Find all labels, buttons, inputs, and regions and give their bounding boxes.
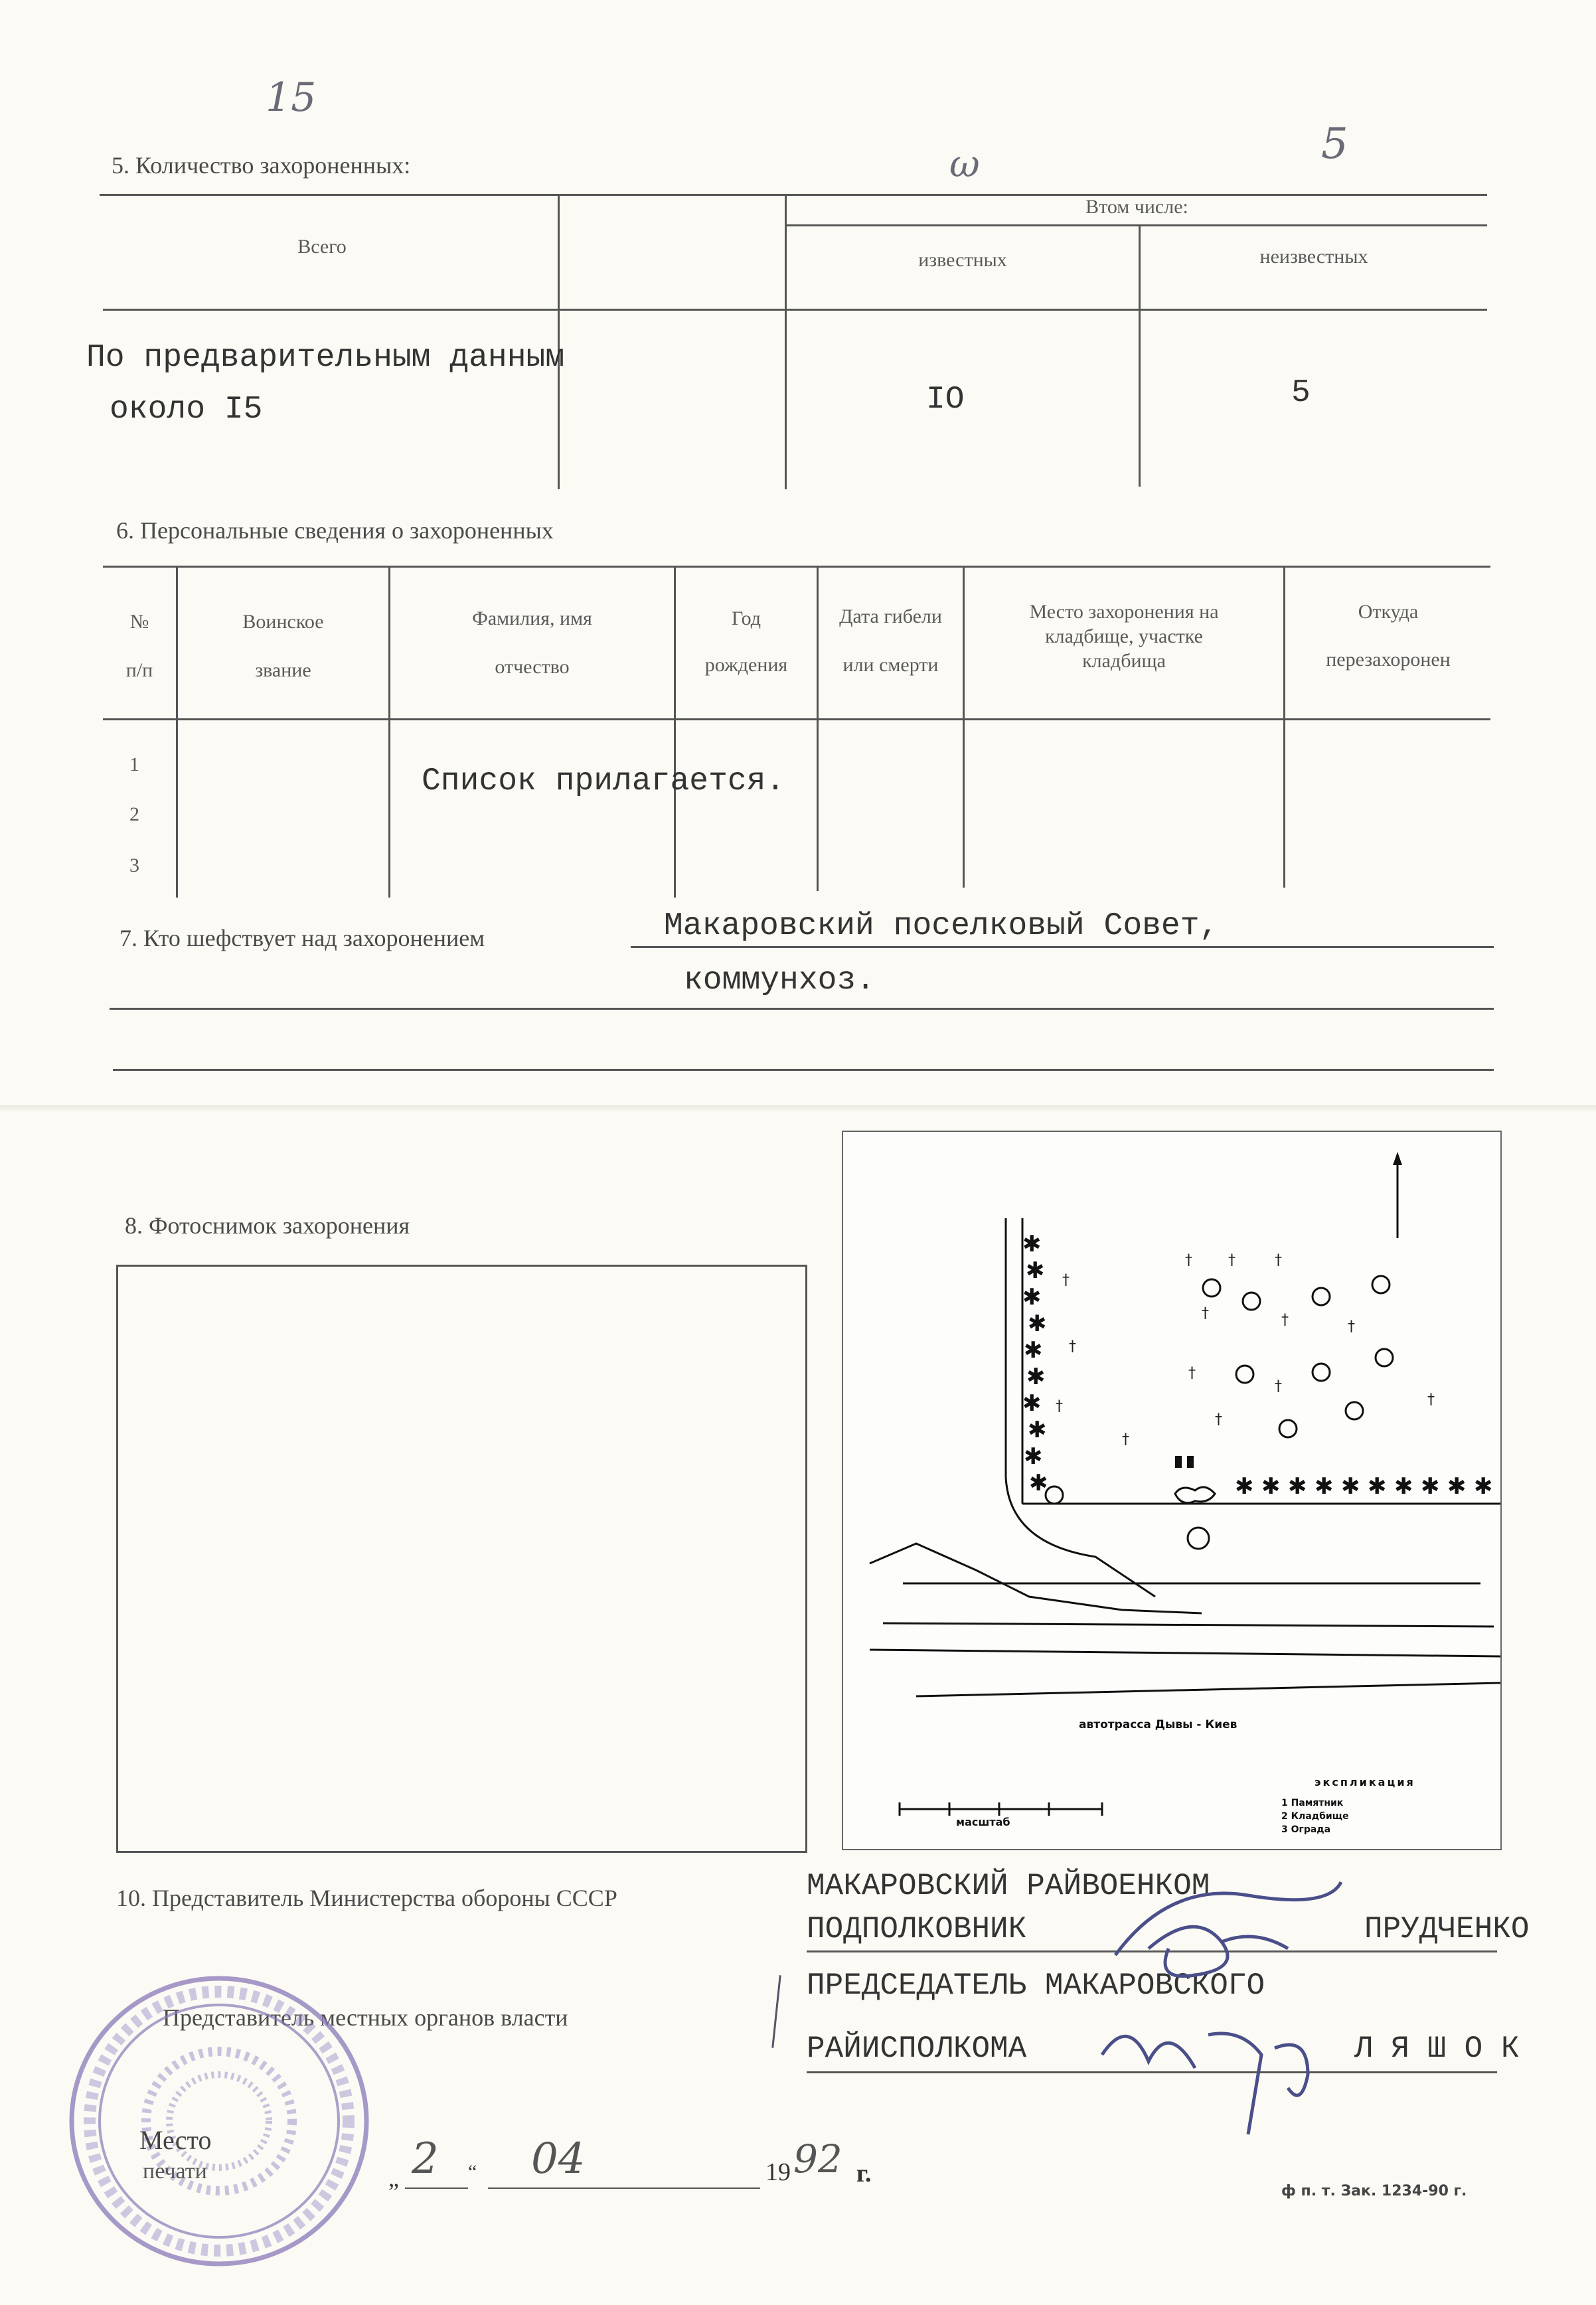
handwritten-note-15: 15 (266, 74, 317, 121)
military-signature (1115, 1882, 1341, 1976)
hdr-place-b: кладбище, участке (1045, 625, 1203, 647)
military-officer-name: ПРУДЧЕНКО (1364, 1912, 1530, 1947)
scale-label: масштаб (956, 1816, 1010, 1828)
row-number: 2 (129, 803, 139, 825)
legend-item: 3 Ограда (1281, 1824, 1331, 1835)
date-month: 04 (531, 2134, 586, 2184)
hdr-num-a: № (129, 611, 149, 633)
section7-title: 7. Кто шефствует над захоронением (120, 925, 485, 951)
svg-text:✱: ✱ (1029, 1470, 1048, 1496)
svg-text:†: † (1056, 1398, 1063, 1415)
north-arrow-icon (1393, 1152, 1402, 1165)
hdr-death-b: или смерти (842, 654, 939, 676)
cross-marks (1056, 1252, 1435, 1448)
svg-text:†: † (1427, 1391, 1435, 1408)
col-known-header: известных (918, 249, 1007, 271)
svg-text:†: † (1062, 1272, 1070, 1289)
col-including-header: Втом числе: (1085, 196, 1188, 218)
date-day: 2 (412, 2134, 439, 2184)
stamp-icon (63, 1968, 375, 2274)
hdr-place-a: Место захоронения на (1029, 601, 1219, 623)
date-year-prefix: 19 (765, 2158, 791, 2186)
svg-text:†: † (1281, 1312, 1289, 1328)
monument-icon (1175, 1456, 1182, 1468)
local-chairman-name: Л Я Ш О К (1354, 2031, 1520, 2066)
svg-text:✱: ✱ (1368, 1473, 1387, 1500)
tree-row-icons (1022, 1231, 1493, 1500)
svg-text:✱: ✱ (1474, 1473, 1493, 1500)
row-number: 1 (129, 754, 139, 775)
svg-text:✱: ✱ (1341, 1473, 1360, 1500)
date-open-quote: „ (388, 2165, 399, 2191)
print-info: ф п. т. Зак. 1234-90 г. (1281, 2183, 1467, 2199)
svg-text:†: † (1185, 1252, 1192, 1269)
hdr-from-b: перезахоронен (1326, 649, 1451, 671)
unknown-value: 5 (1291, 375, 1311, 411)
total-value-line2: около I5 (110, 392, 263, 428)
local-authority-title: Представитель местных органов власти (163, 2004, 568, 2031)
svg-text:✱: ✱ (1022, 1284, 1042, 1311)
svg-text:✱: ✱ (1022, 1390, 1042, 1417)
section5-title: 5. Количество захороненных: (112, 152, 411, 179)
legend-item: 2 Кладбище (1281, 1811, 1349, 1822)
svg-text:✱: ✱ (1447, 1473, 1467, 1500)
patron-line2: коммунхоз. (684, 963, 876, 998)
official-seal (63, 1968, 375, 2274)
road-label: автотрасса Дывы - Киев (1079, 1718, 1237, 1731)
svg-text:✱: ✱ (1024, 1337, 1043, 1364)
svg-text:†: † (1275, 1252, 1282, 1269)
svg-text:✱: ✱ (1421, 1473, 1440, 1500)
signature-marks (1089, 1869, 1368, 2148)
svg-text:✱: ✱ (1261, 1473, 1281, 1500)
hdr-death-a: Дата гибели (839, 605, 942, 627)
col-total-header: Всего (297, 236, 347, 258)
stamp-place-label-1: Место (139, 2125, 212, 2155)
svg-text:✱: ✱ (1288, 1473, 1307, 1500)
section6-title: 6. Персональные сведения о захороненных (116, 517, 554, 544)
patron-line1: Макаровский поселковый Совет, (664, 908, 1219, 944)
svg-text:✱: ✱ (1024, 1443, 1043, 1470)
svg-text:†: † (1215, 1411, 1222, 1428)
svg-text:✱: ✱ (1022, 1231, 1042, 1257)
svg-text:†: † (1228, 1252, 1236, 1269)
local-signature (1102, 2033, 1308, 2134)
date-year: 92 (793, 2136, 842, 2182)
svg-text:†: † (1188, 1365, 1196, 1382)
handwritten-note-omega: ω (949, 143, 980, 186)
stamp-place-label-2: печати (143, 2159, 207, 2184)
monument-icon (1187, 1456, 1194, 1468)
scheme-drawing (843, 1132, 1500, 1849)
hdr-rank-b: звание (255, 659, 311, 681)
legend-title: экспликация (1315, 1776, 1415, 1788)
svg-text:✱: ✱ (1394, 1473, 1413, 1500)
local-chairman-line1: ПРЕДСЕДАТЕЛЬ МАКАРОВСКОГО (807, 1968, 1265, 2003)
hdr-birth-a: Год (731, 607, 761, 629)
hdr-from-a: Откуда (1358, 601, 1419, 623)
shrub-icon (1175, 1487, 1215, 1503)
col-unknown-header: неизвестных (1259, 246, 1368, 268)
hdr-rank-a: Воинское (242, 611, 324, 633)
date-suffix: г. (856, 2160, 872, 2187)
photo-placeholder-box (116, 1265, 807, 1853)
known-value: IO (926, 382, 965, 418)
svg-text:✱: ✱ (1315, 1473, 1334, 1500)
hdr-num-b: п/п (125, 659, 153, 681)
total-value-line1: По предварительным данным (86, 340, 565, 376)
hdr-name-a: Фамилия, имя (472, 607, 592, 629)
hdr-place-c: кладбища (1082, 650, 1166, 672)
date-close-quote: “ (468, 2161, 477, 2183)
hdr-birth-b: рождения (704, 654, 788, 676)
local-chairman-line2: РАЙИСПОЛКОМА (807, 2031, 1027, 2066)
row-number: 3 (129, 854, 139, 876)
legend-item: 1 Памятник (1281, 1798, 1344, 1808)
svg-text:✱: ✱ (1235, 1473, 1254, 1500)
military-office-line: МАКАРОВСКИЙ РАЙВОЕНКОМ (807, 1869, 1210, 1903)
section10-title: 10. Представитель Министерства обороны СССР (116, 1885, 617, 1911)
svg-text:✱: ✱ (1026, 1257, 1045, 1284)
svg-text:†: † (1275, 1378, 1282, 1395)
military-rank: ПОДПОЛКОВНИК (807, 1912, 1027, 1947)
svg-text:†: † (1069, 1338, 1076, 1355)
section8-title: 8. Фотоснимок захоронения (125, 1212, 410, 1239)
svg-text:✱: ✱ (1028, 1417, 1047, 1443)
burial-site-scheme (842, 1131, 1502, 1850)
svg-text:†: † (1122, 1431, 1129, 1448)
handwritten-note-5: 5 (1321, 119, 1348, 169)
svg-text:†: † (1202, 1305, 1209, 1322)
svg-text:✱: ✱ (1028, 1311, 1047, 1337)
svg-text:✱: ✱ (1026, 1364, 1046, 1390)
svg-text:†: † (1348, 1318, 1355, 1335)
list-attached-note: Список прилагается. (422, 763, 785, 799)
scale-bar (900, 1802, 1102, 1816)
hdr-name-b: отчество (495, 656, 570, 678)
